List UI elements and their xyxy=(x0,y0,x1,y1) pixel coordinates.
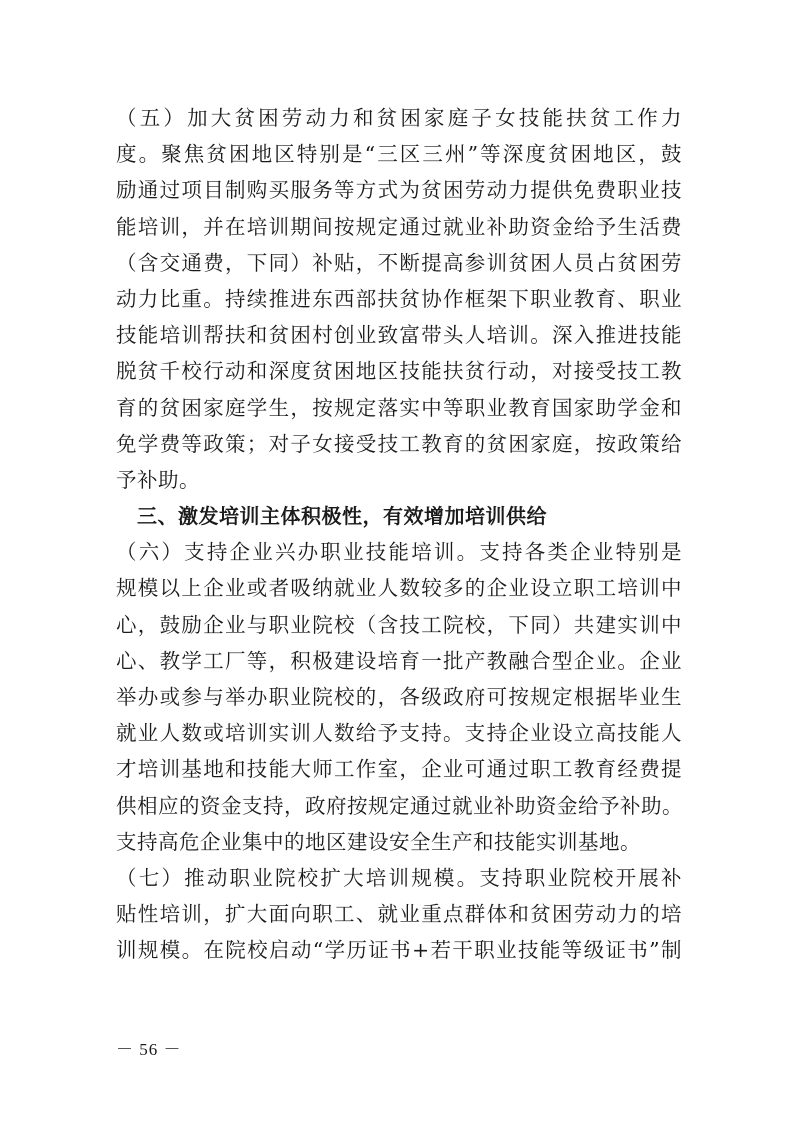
document-body xyxy=(116,100,682,969)
paragraph-line: 贴性培训，扩大面向职工、就业重点群体和贫困劳动力的培 xyxy=(116,902,682,927)
paragraph-line: 能培训，并在培训期间按规定通过就业补助资金给予生活费 xyxy=(116,214,682,239)
paragraph-line: 训规模。在院校启动“学历证书+若干职业技能等级证书”制 xyxy=(116,938,682,963)
paragraph-line: 才培训基地和技能大师工作室，企业可通过职工教育经费提 xyxy=(116,757,682,782)
paragraph-line: （七）推动职业院校扩大培训规模。支持职业院校开展补 xyxy=(116,865,682,890)
paragraph-line: 举办或参与举办职业院校的，各级政府可按规定根据毕业生 xyxy=(116,685,682,709)
paragraph-line: 动力比重。持续推进东西部扶贫协作框架下职业教育、职业 xyxy=(116,286,682,311)
paragraph-line: 支持高危企业集中的地区建设安全生产和技能实训基地。 xyxy=(116,829,641,854)
paragraph-line: （含交通费，下同）补贴，不断提高参训贫困人员占贫困劳 xyxy=(116,250,682,275)
paragraph-line: （六）支持企业兴办职业技能培训。支持各类企业特别是 xyxy=(116,540,682,565)
paragraph-line: 技能培训帮扶和贫困村创业致富带头人培训。深入推进技能 xyxy=(116,323,682,348)
paragraph-line: 脱贫千校行动和深度贫困地区技能扶贫行动，对接受技工教 xyxy=(116,359,682,384)
page-number: － 56 － xyxy=(116,1040,182,1059)
paragraph-line: 规模以上企业或者吸纳就业人数较多的企业设立职工培训中 xyxy=(116,576,682,601)
paragraph-line: 度。聚焦贫困地区特别是“三区三州”等深度贫困地区，鼓 xyxy=(116,142,682,167)
paragraph-line: 心，鼓励企业与职业院校（含技工院校，下同）共建实训中 xyxy=(116,612,682,637)
paragraph-line: 免学费等政策；对子女接受技工教育的贫困家庭，按政策给 xyxy=(116,431,682,456)
paragraph-line: 心、教学工厂等，积极建设培育一批产教融合型企业。企业 xyxy=(116,648,682,673)
paragraph-line: 予补助。 xyxy=(116,467,200,492)
paragraph-line: 就业人数或培训实训人数给予支持。支持企业设立高技能人 xyxy=(116,721,682,746)
paragraph-line: 育的贫困家庭学生，按规定落实中等职业教育国家助学金和 xyxy=(116,395,682,420)
section-heading: 三、激发培训主体积极性，有效增加培训供给 xyxy=(137,504,547,529)
paragraph-line: 励通过项目制购买服务等方式为贫困劳动力提供免费职业技 xyxy=(116,178,682,203)
paragraph-line: （五）加大贫困劳动力和贫困家庭子女技能扶贫工作力 xyxy=(116,106,682,130)
paragraph-line: 供相应的资金支持，政府按规定通过就业补助资金给予补助。 xyxy=(116,793,683,818)
